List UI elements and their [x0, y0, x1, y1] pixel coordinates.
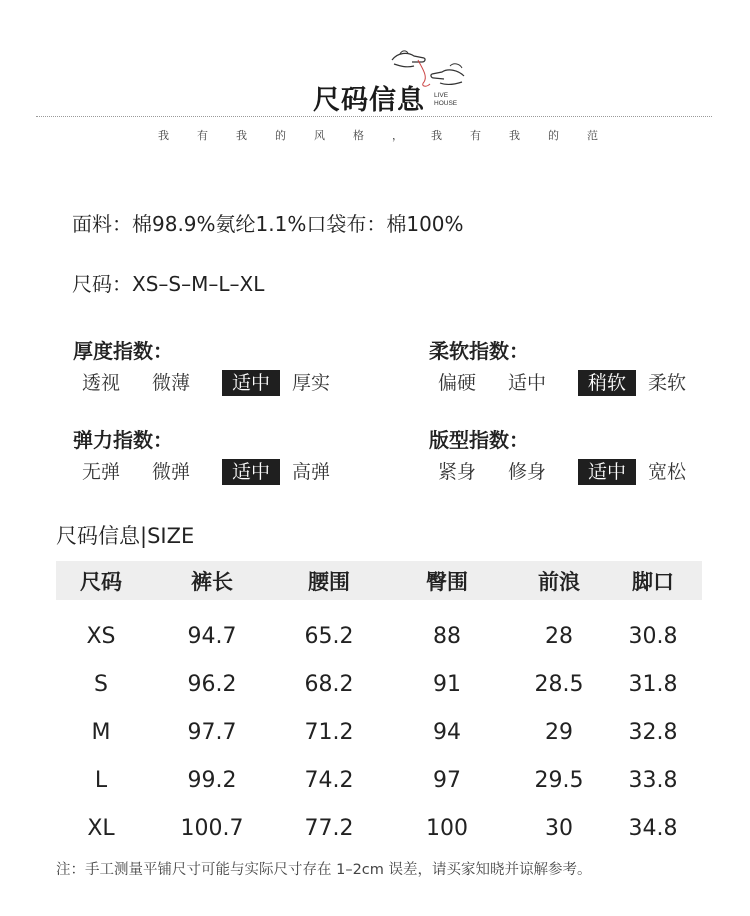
table-cell: 99.2: [187, 768, 237, 793]
table-cell: 100.7: [180, 816, 244, 841]
index-option-selected: 适中: [222, 459, 280, 485]
index-title: 版型指数：: [429, 428, 529, 452]
table-cell: S: [94, 672, 108, 697]
table-cell: 29.5: [534, 768, 584, 793]
measurement-note: 注：手工测量平铺尺寸可能与实际尺寸存在 1–2cm 误差，请买家知晓并谅解参考。: [56, 862, 592, 878]
index-option: 宽松: [648, 461, 687, 483]
index-option: 无弹: [82, 461, 121, 483]
table-cell: 74.2: [304, 768, 354, 793]
table-header-cell: 臀围: [426, 569, 468, 594]
table-header-cell: 腰围: [308, 569, 350, 594]
table-row: [56, 816, 702, 841]
index-option: 修身: [508, 461, 547, 483]
index-elasticity: [73, 424, 362, 485]
table-cell: 28.5: [534, 672, 584, 697]
slogan: 我 有 我 的 风 格 ， 我 有 我 的 范: [158, 129, 598, 142]
table-cell: M: [91, 720, 111, 745]
table-header-cell: 前浪: [538, 569, 580, 594]
table-cell: 31.8: [628, 672, 678, 697]
table-row: [56, 672, 702, 697]
index-option: 适中: [508, 372, 547, 394]
index-option-selected: 适中: [578, 459, 636, 485]
table-cell: 33.8: [628, 768, 678, 793]
index-option: 厚实: [292, 372, 331, 394]
index-option: 微薄: [152, 372, 191, 394]
table-cell: 97.7: [187, 720, 237, 745]
table-cell: 65.2: [304, 624, 354, 649]
index-option: 高弹: [292, 461, 331, 483]
index-fit: [429, 424, 718, 485]
table-cell: 30.8: [628, 624, 678, 649]
index-option-selected: 适中: [222, 370, 280, 396]
table-cell: XS: [86, 624, 116, 649]
index-option-selected: 稍软: [578, 370, 636, 396]
table-cell: 77.2: [304, 816, 354, 841]
table-cell: 91: [433, 672, 461, 697]
table-header-row: [56, 561, 702, 600]
table-cell: 32.8: [628, 720, 678, 745]
table-cell: 29: [545, 720, 573, 745]
brand-logo-text: LIVE HOUSE: [434, 92, 458, 107]
table-cell: 68.2: [304, 672, 354, 697]
page-title: 尺码信息: [313, 85, 425, 116]
table-cell: 34.8: [628, 816, 678, 841]
table-row: [56, 720, 702, 745]
table-cell: XL: [87, 816, 115, 841]
table-cell: L: [94, 768, 108, 793]
table-header-cell: 裤长: [191, 569, 233, 594]
table-row: [56, 768, 702, 793]
index-title: 厚度指数：: [73, 339, 173, 363]
divider: [36, 116, 712, 117]
index-softness: [429, 335, 718, 396]
index-option: 柔软: [648, 372, 687, 394]
fabric-info: 面料：棉98.9%氨纶1.1%口袋布：棉100%: [72, 212, 464, 236]
table-cell: 97: [433, 768, 461, 793]
table-cell: 94.7: [187, 624, 237, 649]
index-title: 弹力指数：: [73, 428, 173, 452]
table-cell: 28: [545, 624, 573, 649]
table-cell: 96.2: [187, 672, 237, 697]
size-range: 尺码：XS–S–M–L–XL: [72, 272, 265, 296]
index-option: 偏硬: [438, 372, 477, 394]
index-option: 透视: [82, 372, 121, 394]
table-cell: 94: [433, 720, 461, 745]
index-title: 柔软指数：: [429, 339, 529, 363]
table-cell: 100: [426, 816, 468, 841]
table-header-cell: 脚口: [632, 569, 674, 594]
table-header-cell: 尺码: [80, 569, 122, 594]
table-row: [56, 624, 702, 649]
size-table-heading: 尺码信息|SIZE: [56, 524, 195, 548]
index-option: 紧身: [438, 461, 477, 483]
index-thickness: [73, 335, 362, 396]
index-option: 微弹: [152, 461, 191, 483]
table-cell: 71.2: [304, 720, 354, 745]
table-cell: 30: [545, 816, 573, 841]
table-cell: 88: [433, 624, 461, 649]
